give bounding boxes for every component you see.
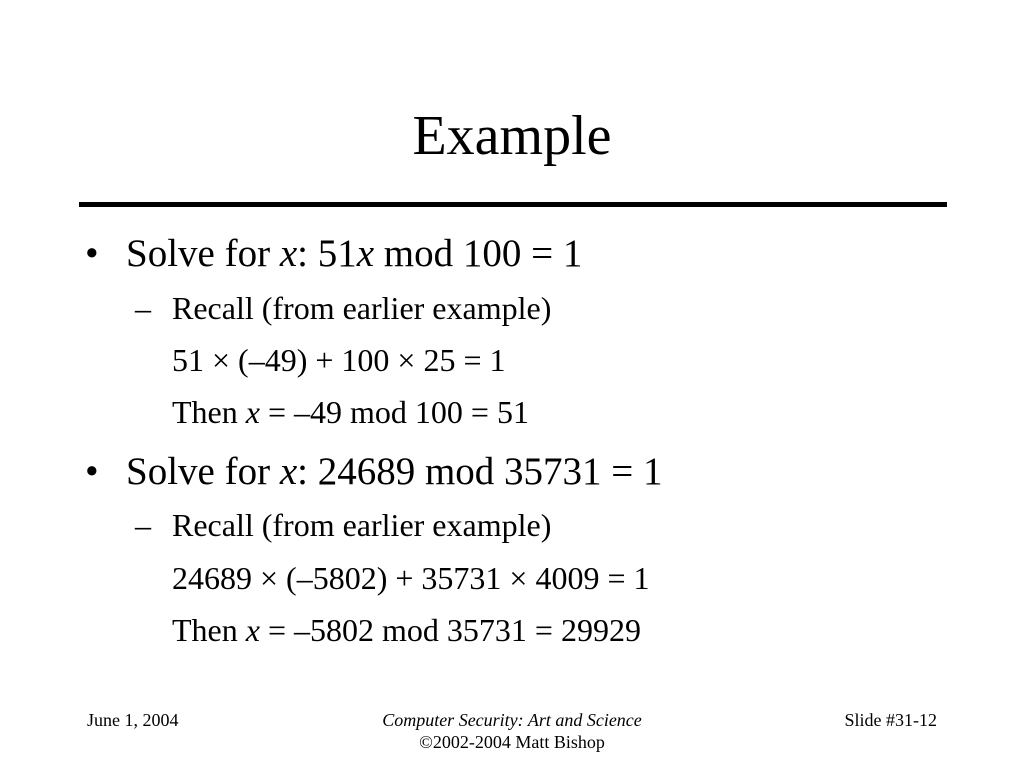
- bullet-text-prefix: Solve for: [126, 232, 280, 275]
- footer-date: June 1, 2004: [87, 710, 179, 730]
- bullet-item: [126, 232, 582, 276]
- bullet-text-suffix: mod 100 = 1: [374, 232, 583, 275]
- slide-title: Example: [412, 105, 612, 167]
- variable-x: x: [279, 450, 298, 493]
- variable-x: x: [279, 232, 298, 275]
- variable-x: x: [245, 394, 260, 430]
- result-prefix: Then: [172, 394, 246, 430]
- bullet-marker: •: [85, 450, 99, 493]
- variable-x: x: [356, 232, 375, 275]
- bullet-marker: •: [85, 232, 99, 275]
- footer-copyright: ©2002-2004 Matt Bishop: [419, 732, 605, 752]
- footer-course-title: Computer Security: Art and Science: [382, 710, 642, 730]
- result-suffix: = –5802 mod 35731 = 29929: [259, 612, 641, 648]
- footer-slide-number: Slide #31-12: [844, 710, 937, 730]
- result-prefix: Then: [172, 612, 246, 648]
- result-suffix: = –49 mod 100 = 51: [259, 394, 529, 430]
- bullet-text-prefix: Solve for: [126, 450, 280, 493]
- bullet-text-suffix: : 24689 mod 35731 = 1: [297, 450, 663, 493]
- sub-bullet-recall: Recall (from earlier example): [172, 290, 552, 326]
- variable-x: x: [245, 612, 260, 648]
- sub-bullet-result: [172, 612, 641, 648]
- sub-bullet-equation: 24689 × (–5802) + 35731 × 4009 = 1: [172, 560, 650, 596]
- sub-bullet-equation: 51 × (–49) + 100 × 25 = 1: [172, 342, 506, 378]
- footer-center: [312, 709, 712, 753]
- sub-bullet-dash: –: [135, 290, 151, 326]
- sub-bullet-recall: Recall (from earlier example): [172, 507, 552, 543]
- bullet-item: [126, 450, 663, 494]
- bullet-text-middle: : 51: [297, 232, 357, 275]
- sub-bullet-dash: –: [135, 507, 151, 543]
- sub-bullet-result: [172, 394, 529, 430]
